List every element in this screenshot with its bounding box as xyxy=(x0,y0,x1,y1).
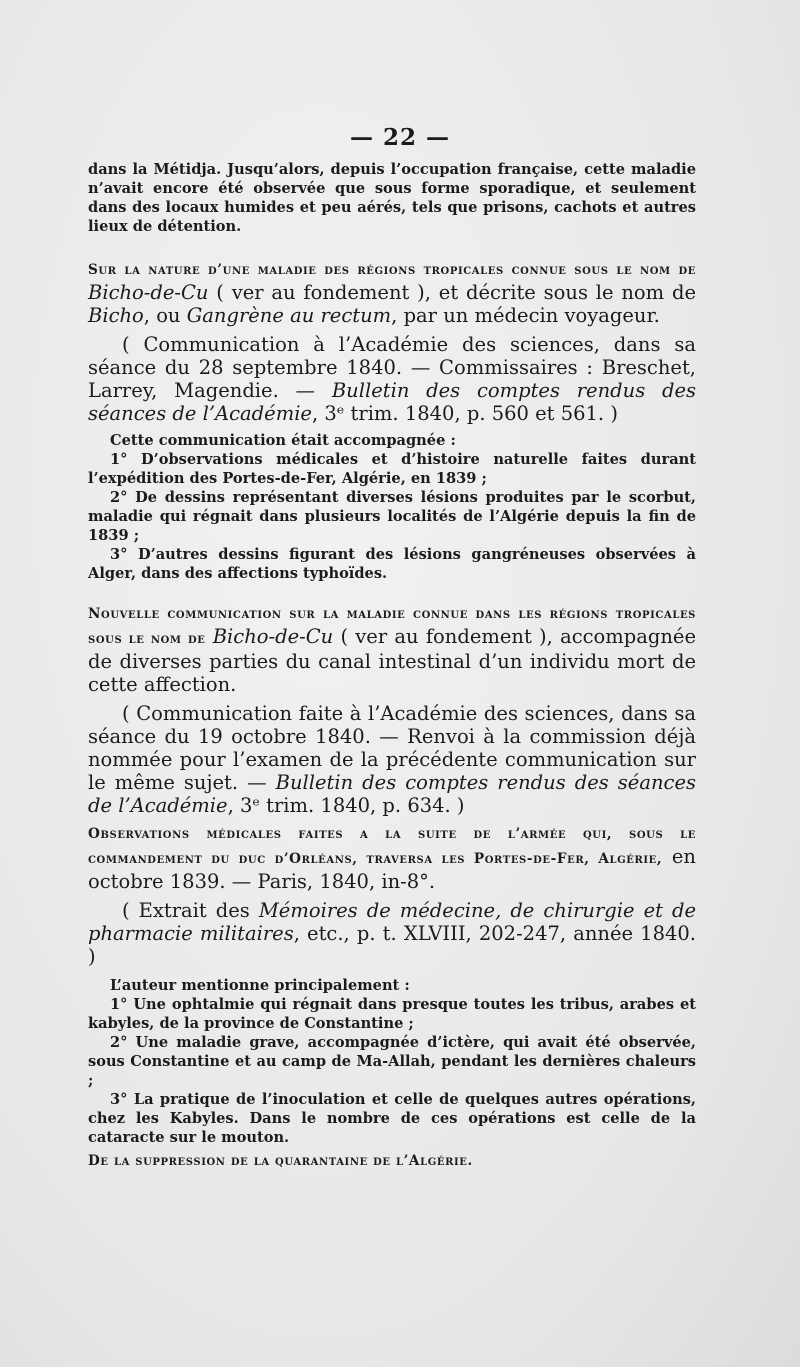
entry-3-extract-b: , etc., p. t. XLVIII, 202-247, année 1840. ) xyxy=(88,922,696,968)
entry-3-extract-italic: Mémoires de médecine, de chirurgie et de pharmacie militaires xyxy=(88,899,697,945)
entry-3-mentions: L’auteur mentionne principalement : xyxy=(110,977,410,994)
entry-1-title-rest-b: , ou xyxy=(143,304,181,327)
entry-2-title-italic: Bicho-de-Cu xyxy=(212,625,334,648)
entry-4 xyxy=(88,1150,696,1172)
entry-1-communication-a: ( Communication à l’Académie des sciences, dans sa séance du 28 septembre 1840. — Commissaires : Breschet, Larrey, Magendie. — xyxy=(88,333,696,402)
intro-paragraph: dans la Métidja. Jusqu’alors, depuis l’occupation française, cette maladie n’avait encore été observée que sous forme sporadique, et seulement dans des locaux humides et peu aérés, tels que prisons, cachots et autres lieux de détention. xyxy=(88,161,696,235)
entry-3-title-caps: Observations médicales faites a la suite de l’armée qui, sous le commandement du duc d’Orléans, traversa les Portes-de-Fer, Algérie, xyxy=(88,826,696,867)
entry-4-title: De la suppression de la quarantaine de l’Algérie. xyxy=(88,1153,473,1169)
entry-1 xyxy=(88,256,696,583)
entry-3-title xyxy=(88,820,696,893)
entry-1-title-italic-2: Bicho xyxy=(88,304,144,327)
entry-1-title xyxy=(88,256,696,327)
entry-1-item-3: 3° D’autres dessins figurant des lésions gangréneuses observées à Alger, dans des affections typhoïdes. xyxy=(88,546,696,582)
entry-2-communication-a: ( Communication faite à l’Académie des sciences, dans sa séance du 19 octobre 1840. — Renvoi à la commission déjà nommée pour l’examen de la précédente communication sur le même sujet. — xyxy=(88,702,696,794)
entry-1-title-rest-a: ( ver au fondement ), et décrite sous le nom de xyxy=(216,281,696,304)
entry-3-item-3: 3° La pratique de l’inoculation et celle de quelques autres opérations, chez les Kabyles. Dans le nombre de ces opérations est celle de la cataracte sur le mouton. xyxy=(88,1091,696,1146)
entry-2-title-caps: Nouvelle communication sur la maladie connue dans les régions tropicales sous le nom de xyxy=(88,606,696,647)
entry-1-title-rest-c: , par un médecin voyageur. xyxy=(391,304,660,327)
entry-3 xyxy=(88,820,696,1147)
entry-2-communication-italic: Bulletin des comptes rendus des séances de l’Académie xyxy=(88,771,697,817)
entry-1-communication-italic: Bulletin des comptes rendus des séances de l’Académie xyxy=(88,379,697,425)
entry-1-communication-b: , 3ᵉ trim. 1840, p. 560 et 561. ) xyxy=(311,402,618,425)
entry-1-item-2: 2° De dessins représentant diverses lésions produites par le scorbut, maladie qui régnait dans plusieurs localités de l’Algérie depuis la fin de 1839 ; xyxy=(88,489,696,544)
entry-1-accompanied: Cette communication était accompagnée : xyxy=(110,432,456,449)
entry-1-title-caps: Sur la nature d’une maladie des régions tropicales connue sous le nom de xyxy=(88,262,696,278)
entry-2 xyxy=(88,600,696,817)
entry-1-communication xyxy=(88,333,696,425)
entry-2-title-rest: ( ver au fondement ), accompagnée de diverses parties du canal intestinal d’un individu mort de cette affection. xyxy=(88,625,697,696)
intro-paragraph-block xyxy=(88,160,696,236)
entry-3-extract-a: ( Extrait des xyxy=(122,899,250,922)
entry-1-item-1: 1° D’observations médicales et d’histoire naturelle faites durant l’expédition des Portes-de-Fer, Algérie, en 1839 ; xyxy=(88,451,696,487)
entry-1-title-italic-3: Gangrène au rectum xyxy=(186,304,392,327)
entry-3-title-rest: en octobre 1839. — Paris, 1840, in-8°. xyxy=(88,845,696,893)
entry-1-title-italic: Bicho-de-Cu xyxy=(88,281,209,304)
page-number: — 22 — xyxy=(349,124,451,151)
entry-3-item-2: 2° Une maladie grave, accompagnée d’ictère, qui avait été observée, sous Constantine et au camp de Ma-Allah, pendant les dernières chaleurs ; xyxy=(88,1034,696,1089)
entry-3-item-1: 1° Une ophtalmie qui régnait dans presque toutes les tribus, arabes et kabyles, de la province de Constantine ; xyxy=(88,996,696,1032)
entry-2-title xyxy=(88,600,696,696)
entry-2-communication-b: , 3ᵉ trim. 1840, p. 634. ) xyxy=(227,794,465,817)
entry-2-communication xyxy=(88,702,696,817)
entry-3-extract xyxy=(88,899,696,968)
